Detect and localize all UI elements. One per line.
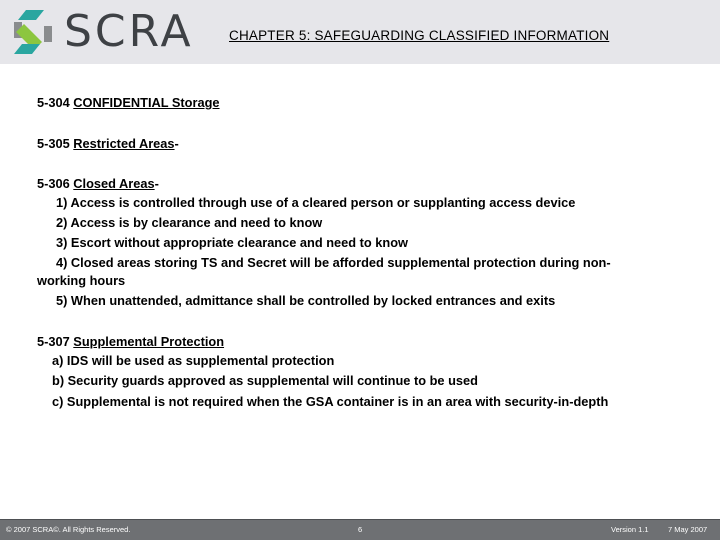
section-number: 5-304	[37, 95, 70, 110]
chapter-title: CHAPTER 5: SAFEGUARDING CLASSIFIED INFORMATION	[229, 28, 610, 43]
footer-version: Version 1.1	[611, 525, 649, 534]
section-suffix: -	[174, 136, 179, 151]
section-title: CONFIDENTIAL Storage	[73, 95, 220, 110]
section-5-306	[37, 176, 159, 192]
list-item: 5) When unattended, admittance shall be controlled by locked entrances and exits	[56, 293, 556, 308]
scra-logo	[10, 6, 194, 57]
logo-wordmark: SCRA	[64, 6, 194, 57]
footer-date: 7 May 2007	[668, 525, 708, 534]
section-5-305	[37, 136, 179, 152]
section-5-304	[37, 95, 220, 111]
section-title: Restricted Areas	[73, 136, 175, 151]
list-item: a) IDS will be used as supplemental protection	[52, 353, 335, 368]
section-number: 5-306	[37, 176, 70, 191]
section-number: 5-305	[37, 136, 70, 151]
list-item: b) Security guards approved as supplemental will continue to be used	[52, 373, 478, 388]
list-item: 4) Closed areas storing TS and Secret will be afforded supplemental protection during non-	[56, 255, 611, 270]
section-5-307	[37, 334, 224, 350]
section-suffix: -	[154, 176, 159, 191]
footer-page-number: 6	[358, 525, 363, 534]
list-item-continuation: working hours	[37, 273, 126, 288]
list-item: 2) Access is by clearance and need to know	[56, 215, 323, 230]
list-item: c) Supplemental is not required when the GSA container is in an area with security-in-depth	[52, 394, 609, 409]
list-item: 1) Access is controlled through use of a cleared person or supplanting access device	[56, 195, 576, 210]
scra-logo-icon	[10, 8, 56, 56]
footer-copyright: © 2007 SCRA©. All Rights Reserved.	[6, 525, 131, 534]
section-title: Closed Areas	[73, 176, 155, 191]
section-title: Supplemental Protection	[73, 334, 225, 349]
list-item: 3) Escort without appropriate clearance and need to know	[56, 235, 408, 250]
section-number: 5-307	[37, 334, 70, 349]
header-bar	[0, 0, 720, 64]
